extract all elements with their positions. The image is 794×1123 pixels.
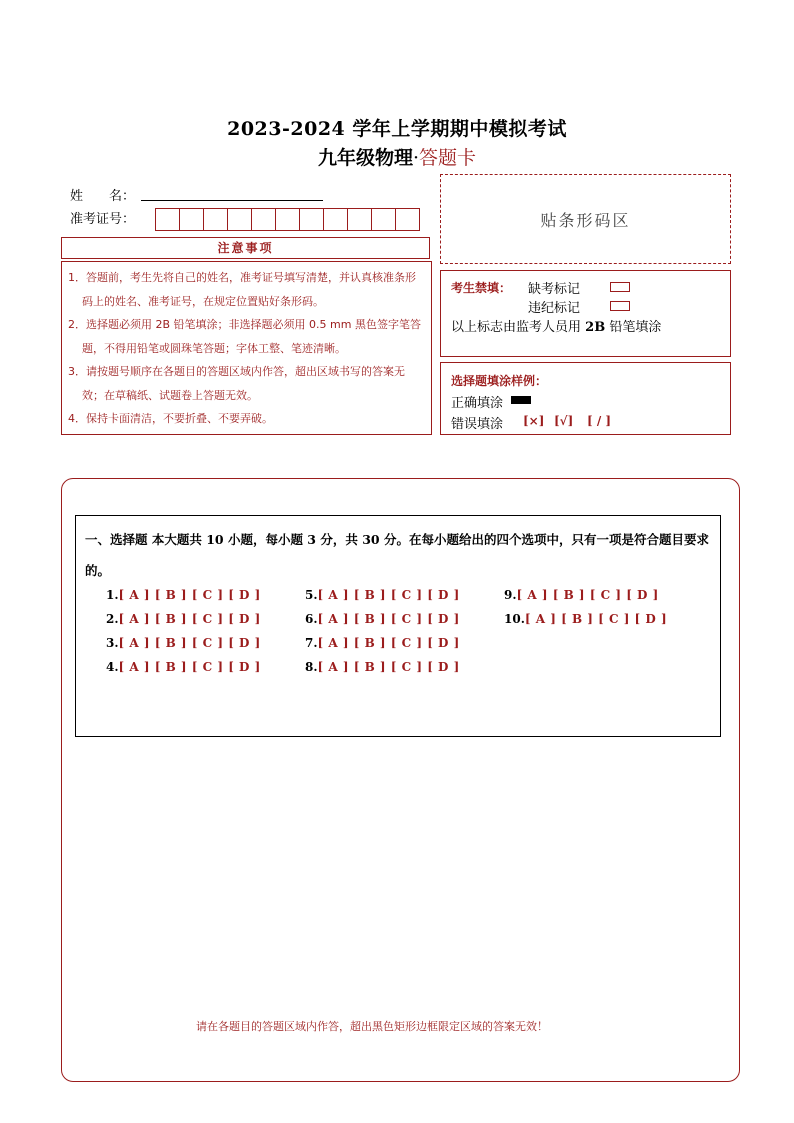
exam-id-digit-box[interactable] [251, 208, 276, 231]
notice-item: 1．答题前，考生先将自己的姓名，准考证号填写清楚，并认真核准条形码上的姓名、准考证号，在规定位置贴好条形码。 [68, 271, 416, 308]
prohibited-title: 考生禁填： [451, 281, 512, 295]
exam-id-digit-box[interactable] [347, 208, 372, 231]
exam-id-digit-box[interactable] [275, 208, 300, 231]
question-5[interactable]: 5.[ A ] [ B ] [ C ] [ D ] [305, 588, 460, 602]
exam-id-label: 准考证号： [70, 212, 136, 227]
exam-id-digit-box[interactable] [179, 208, 204, 231]
card-title [0, 143, 794, 170]
sample-title: 选择题填涂样例： [451, 374, 548, 388]
absent-mark-box[interactable] [610, 282, 630, 292]
absent-mark-label: 缺考标记 [528, 282, 581, 297]
answer-card-label: 答题卡 [419, 147, 477, 169]
exam-title: 2023-2024 学年上学期期中模拟考试 [227, 118, 567, 140]
question-10[interactable]: 10.[ A ] [ B ] [ C ] [ D ] [504, 612, 668, 626]
subject-title: 九年级物理 [317, 147, 413, 169]
question-6[interactable]: 6.[ A ] [ B ] [ C ] [ D ] [305, 612, 460, 626]
wrong-fill-label: 错误填涂 [451, 417, 504, 432]
exam-id-digit-box[interactable] [371, 208, 396, 231]
exam-id-digit-box[interactable] [395, 208, 420, 231]
wrong-mark-slash: [ / ] [587, 414, 612, 428]
notice-title: 注意事项 [61, 237, 430, 259]
name-label: 姓 名： [70, 189, 136, 204]
title-separator: · [412, 147, 420, 169]
question-2[interactable]: 2.[ A ] [ B ] [ C ] [ D ] [106, 612, 261, 626]
proctor-note: 以上标志由监考人员用 2B 铅笔填涂 [451, 320, 662, 335]
exam-id-boxes [155, 208, 419, 231]
question-1[interactable]: 1.[ A ] [ B ] [ C ] [ D ] [106, 588, 261, 602]
correct-fill-label: 正确填涂 [451, 396, 504, 411]
exam-id-digit-box[interactable] [323, 208, 348, 231]
exam-id-digit-box[interactable] [299, 208, 324, 231]
question-8[interactable]: 8.[ A ] [ B ] [ C ] [ D ] [305, 660, 460, 674]
notice-item: 2．选择题必须用 2B 铅笔填涂；非选择题必须用 0.5 mm 黑色签字笔答题，不得用铅笔或圆珠笔答题；字体工整、笔迹清晰。 [68, 318, 421, 355]
notice-box [61, 261, 432, 435]
wrong-mark-cross: [×] [523, 414, 545, 428]
choice-section-title: 一、选择题 本大题共 10 小题，每小题 3 分，共 30 分。在每小题给出的四个选项中，只有一项是符合题目要求的。 [85, 532, 709, 578]
violation-mark-label: 违纪标记 [528, 301, 581, 316]
exam-id-digit-box[interactable] [155, 208, 180, 231]
exam-id-digit-box[interactable] [203, 208, 228, 231]
examinee-prohibited-box [440, 270, 731, 357]
exam-id-digit-box[interactable] [227, 208, 252, 231]
wrong-mark-check: [√] [554, 414, 574, 428]
correct-fill-mark [511, 396, 531, 404]
question-3[interactable]: 3.[ A ] [ B ] [ C ] [ D ] [106, 636, 261, 650]
question-7[interactable]: 7.[ A ] [ B ] [ C ] [ D ] [305, 636, 460, 650]
barcode-area: 贴条形码区 [440, 174, 731, 264]
fill-sample-box [440, 362, 731, 435]
name-input-line[interactable] [141, 200, 323, 201]
question-4[interactable]: 4.[ A ] [ B ] [ C ] [ D ] [106, 660, 261, 674]
violation-mark-box[interactable] [610, 301, 630, 311]
footer-warning: 请在各题目的答题区域内作答，超出黑色矩形边框限定区域的答案无效！ [196, 1020, 548, 1033]
notice-item: 4．保持卡面清洁，不要折叠、不要弄破。 [68, 412, 273, 425]
question-9[interactable]: 9.[ A ] [ B ] [ C ] [ D ] [504, 588, 659, 602]
notice-item: 3．请按题号顺序在各题目的答题区域内作答，超出区域书写的答案无效；在草稿纸、试题卷上答题无效。 [68, 365, 405, 402]
